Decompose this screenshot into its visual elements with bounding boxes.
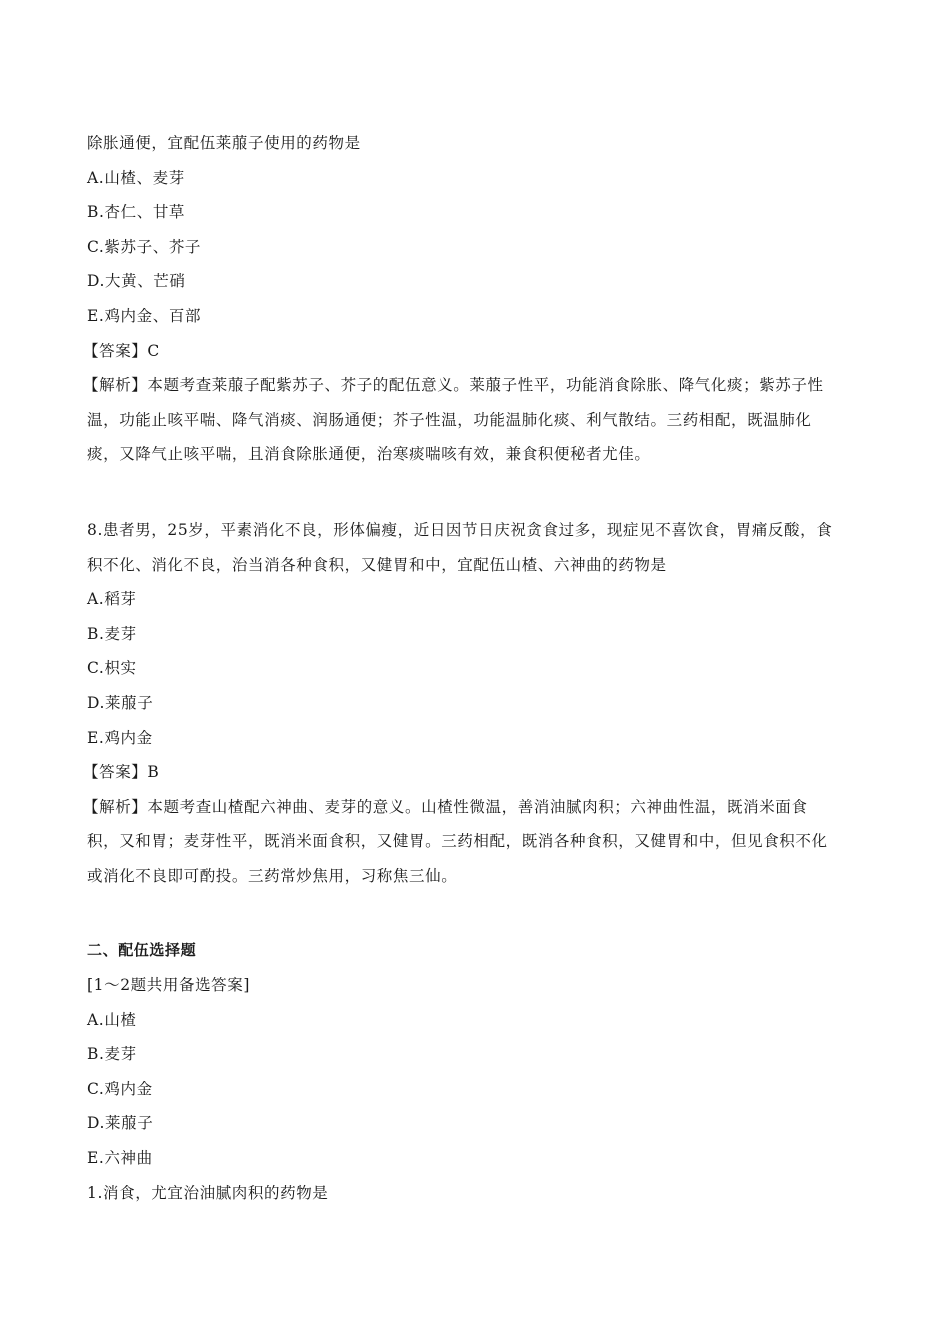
q7-analysis-line-3: 痰，又降气止咳平喘，且消食除胀通便，治寒痰喘咳有效，兼食积便秘者尤佳。 — [87, 445, 651, 464]
s2-option-e: E.六神曲 — [87, 1149, 153, 1168]
s2-question-1: 1.消食，尤宜治油腻肉积的药物是 — [87, 1183, 329, 1202]
spacer — [87, 893, 867, 933]
q7-option-c: C.紫苏子、芥子 — [87, 237, 202, 256]
q7-analysis-line-2: 温，功能止咳平喘、降气消痰、润肠通便；芥子性温，功能温肺化痰、利气散结。三药相配，既温肺化 — [87, 410, 812, 429]
q8-option-a: A.稻芽 — [87, 590, 137, 609]
s2-option-b: B.麦芽 — [87, 1045, 137, 1064]
spacer — [87, 472, 867, 513]
q7-analysis-line-1: 【解析】本题考查莱菔子配紫苏子、芥子的配伍意义。莱菔子性平，功能消食除胀、降气化痰；紫苏子性 — [83, 376, 824, 395]
q7-option-d: D.大黄、芒硝 — [87, 272, 186, 291]
q8-answer: 【答案】B — [83, 763, 160, 782]
q7-answer: 【答案】C — [83, 341, 160, 360]
q7-option-b: B.杏仁、甘草 — [87, 203, 186, 222]
q8-option-e: E.鸡内金 — [87, 728, 153, 747]
question-8-stem-line-1: 8.患者男，25岁，平素消化不良，形体偏瘦，近日因节日庆祝贪食过多，现症见不喜饮食，胃痛反酸，食 — [87, 520, 833, 539]
q8-analysis-line-3: 或消化不良即可酌投。三药常炒焦用，习称焦三仙。 — [87, 866, 458, 885]
section-heading: 二、配伍选择题 — [87, 941, 197, 960]
q7-option-e: E.鸡内金、百部 — [87, 306, 202, 325]
s2-option-c: C.鸡内金 — [87, 1079, 153, 1098]
q7-option-a: A.山楂、麦芽 — [87, 168, 185, 187]
q8-analysis-line-1: 【解析】本题考查山楂配六神曲、麦芽的意义。山楂性微温，善消油腻肉积；六神曲性温，既消米面食 — [83, 797, 808, 816]
question-8-stem-line-2: 积不化、消化不良，治当消各种食积，又健胃和中，宜配伍山楂、六神曲的药物是 — [87, 555, 667, 574]
question-7-stem: 除胀通便，宜配伍莱菔子使用的药物是 — [87, 134, 361, 152]
s2-option-d: D.莱菔子 — [87, 1114, 154, 1133]
q8-option-d: D.莱菔子 — [87, 693, 154, 712]
q8-option-b: B.麦芽 — [87, 624, 137, 643]
shared-options-note: [1～2题共用备选答案] — [87, 976, 251, 995]
s2-option-a: A.山楂 — [87, 1010, 137, 1029]
q8-option-c: C.枳实 — [87, 659, 137, 678]
q8-analysis-line-2: 积，又和胃；麦芽性平，既消米面食积，又健胃。三药相配，既消各种食积，又健胃和中，但见食积不化 — [87, 832, 828, 851]
document-page — [83, 126, 867, 1210]
